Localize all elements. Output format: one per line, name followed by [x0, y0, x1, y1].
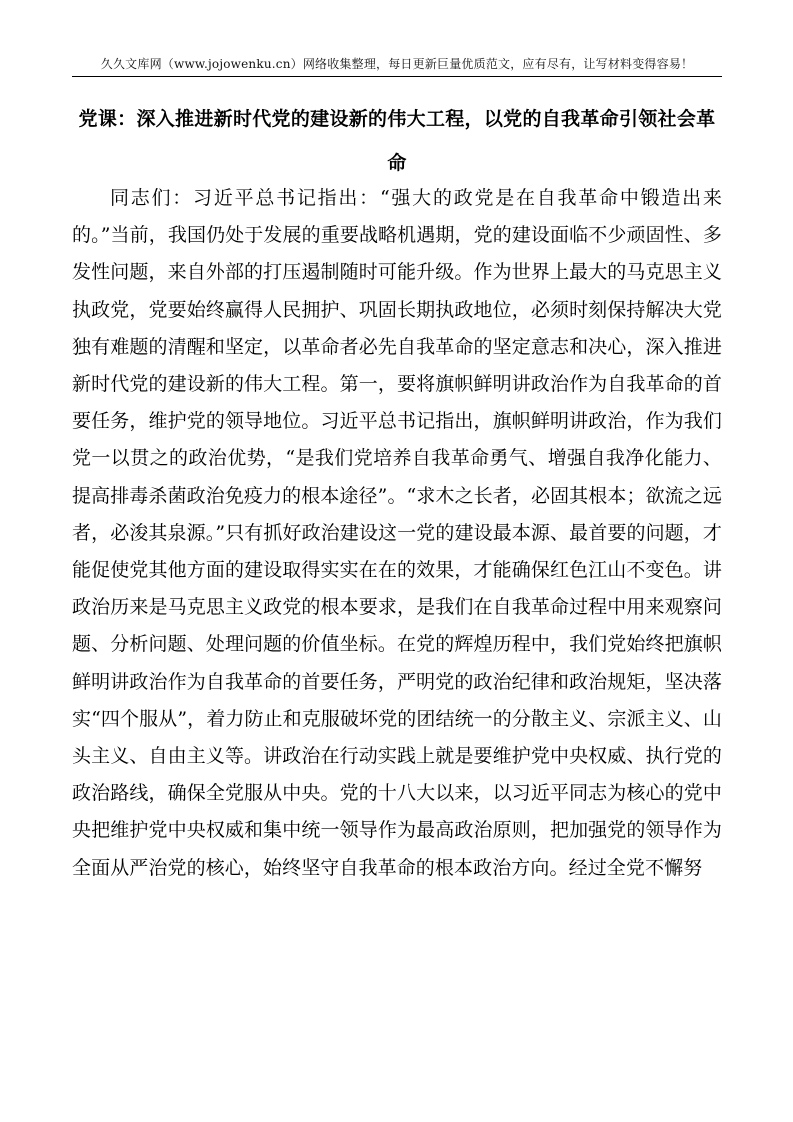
document-title: 党课：深入推进新时代党的建设新的伟大工程，以党的自我革命引领社会革命	[78, 108, 716, 174]
body-paragraph: 同志们：习近平总书记指出：“强大的政党是在自我革命中锻造出来的。”当前，我国仍处于发展的重要战略机遇期，党的建设面临不少顽固性、多发性问题，来自外部的打压遏制随时可能升级。作为世界上最大的马克思主义执政党，党要始终赢得人民拥护、巩固长期执政地位，必须时刻保持解决大党独有难题的清醒和坚定，以革命者必先自我革命的坚定意志和决心，深入推进新时代党的建设新的伟大工程。第一，要将旗帜鲜明讲政治作为自我革命的首要任务，维护党的领导地位。习近平总书记指出，旗帜鲜明讲政治，作为我们党一以贯之的政治优势，“是我们党培养自我革命勇气、增强自我净化能力、提高排毒杀菌政治免疫力的根本途径”。“求木之长者，必固其根本；欲流之远者，必浚其泉源。”只有抓好政治建设这一党的建设最本源、最首要的问题，才能促使党其他方面的建设取得实实在在的效果，才能确保红色江山不变色。讲政治历来是马克思主义政党的根本要求，是我们在自我革命过程中用来观察问题、分析问题、处理问题的价值坐标。在党的辉煌历程中，我们党始终把旗帜鲜明讲政治作为自我革命的首要任务，严明党的政治纪律和政治规矩，坚决落实“四个服从”，着力防止和克服破坏党的团结统一的分散主义、宗派主义、山头主义、自由主义等。讲政治在行动实践上就是要维护党中央权威、执行党的政治路线，确保全党服从中央。党的十八大以来，以习近平同志为核心的党中央把维护党中央权威和集中统一领导作为最高政治原则，把加强党的领导作为全面从严治党的核心，始终坚守自我革命的根本政治方向。经过全党不懈努	[72, 187, 722, 879]
page-header: 久久文库网（www.jojowenku.cn）网络收集整理，每日更新巨量优质范文，应有尽有，让写材料变得容易！	[100, 57, 694, 71]
header-divider	[72, 76, 722, 77]
